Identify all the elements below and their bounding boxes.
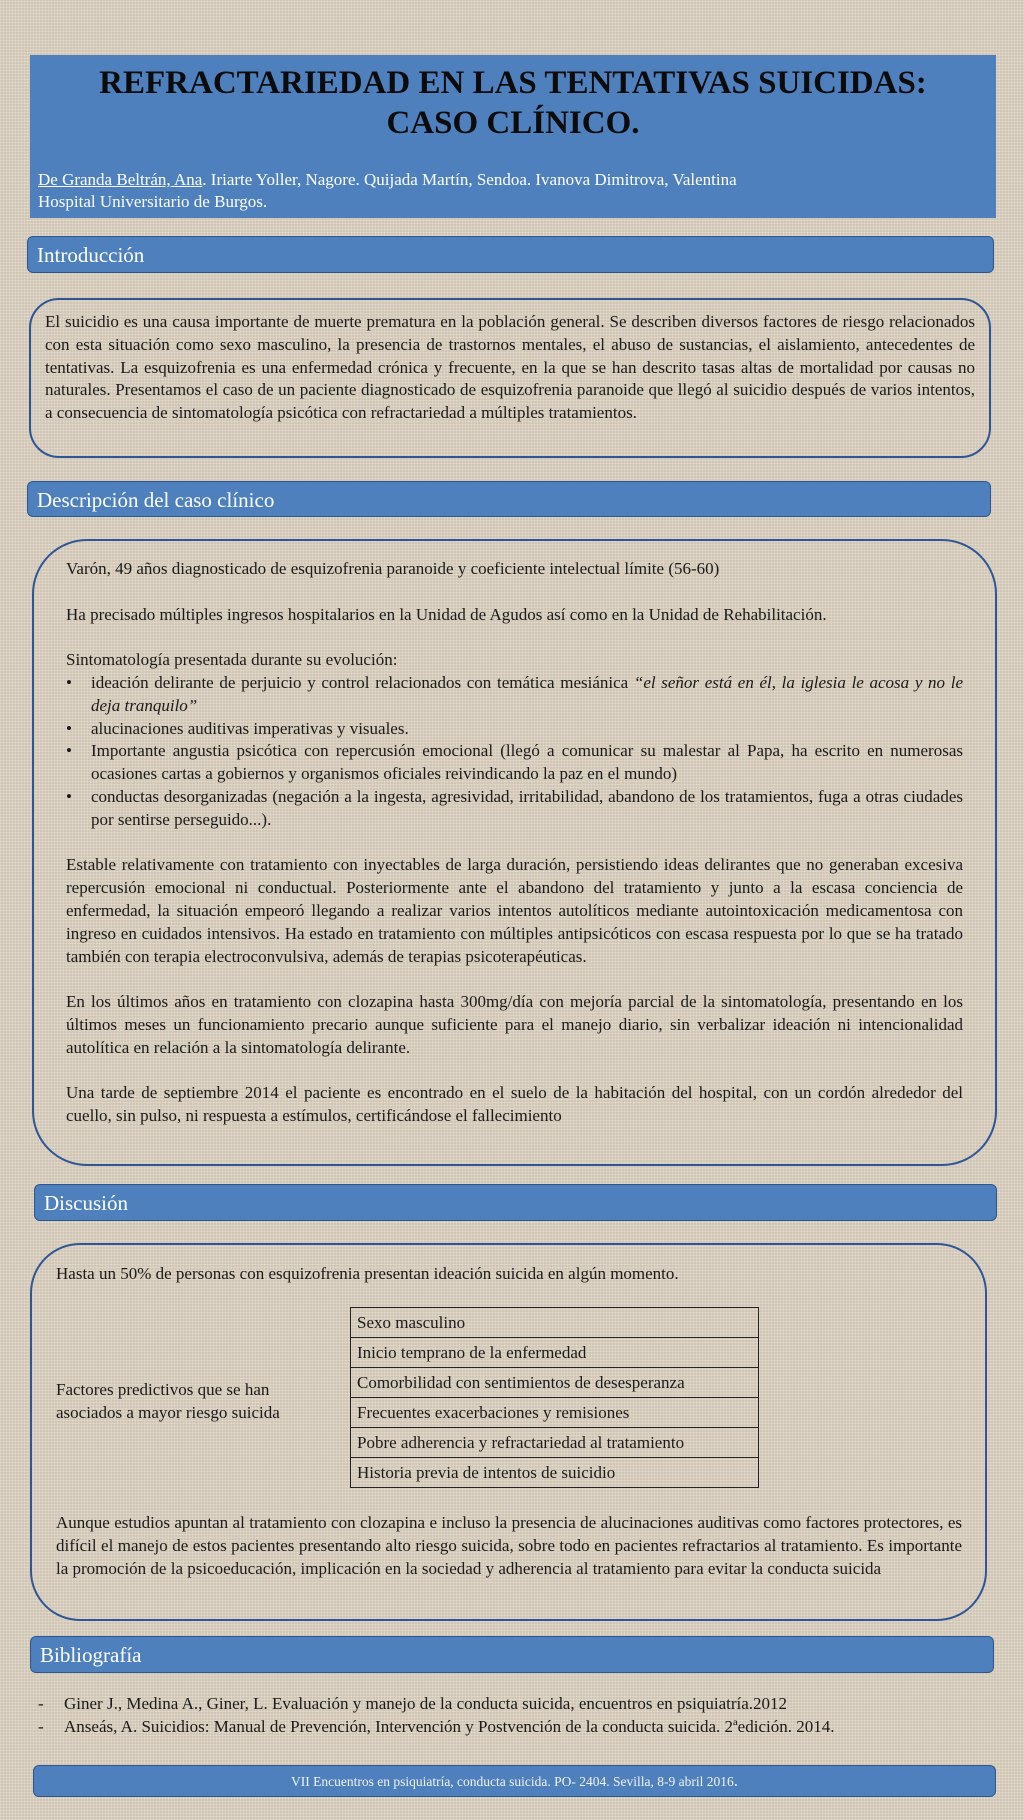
institution: Hospital Universitario de Burgos.	[38, 192, 268, 211]
discussion-box	[30, 1243, 987, 1621]
risk-factors-table	[350, 1307, 759, 1488]
footer-text: VII Encuentros en psiquiatría, conducta suicida. PO- 2404. Sevilla, 8-9 abril 2016	[290, 1774, 734, 1789]
risk-factor-cell: Frecuentes exacerbaciones y remisiones	[351, 1398, 759, 1428]
bibliography-item: - Anseás, A. Suicidios: Manual de Prevención, Intervención y Postvención de la conducta suicida. 2ªedición. 2014.	[30, 1716, 990, 1739]
symptoms-heading: Sintomatología presentada durante su evolución:	[66, 650, 398, 670]
risk-factor-cell: Comorbilidad con sentimientos de desesperanza	[351, 1368, 759, 1398]
footer-period: .	[733, 1771, 739, 1790]
symptoms-list	[66, 672, 963, 832]
first-author: De Granda Beltrán, Ana	[38, 170, 203, 189]
risk-factor-cell: Inicio temprano de la enfermedad	[351, 1338, 759, 1368]
risk-factor-row	[351, 1308, 759, 1338]
risk-factor-cell: Historia previa de intentos de suicidio	[351, 1458, 759, 1488]
risk-factor-cell: Sexo masculino	[351, 1308, 759, 1338]
case-paragraph-5: Una tarde de septiembre 2014 el paciente es encontrado en el suelo de la habitación del hospital, con un cordón alrededor del cuello, sin pulso, ni respuesta a estímulos, certificándose el fallecimiento	[66, 1083, 963, 1126]
bibliography	[30, 1693, 990, 1738]
symptom-item	[66, 672, 963, 718]
case-paragraph-3: Estable relativamente con tratamiento con inyectables de larga duración, persistiendo ideas delirantes que no generaban excesiva repercusión emocional ni conductual. Posteriormente ante el abandono del tratamiento y junto a la escasa conciencia de enfermedad, la situación empeoró llegando a realizar varios intentos autolíticos mediante autointoxicación medicamentosa con ingreso en cuidados intensivos. Ha estado en tratamiento con múltiples antipsicóticos con escasa respuesta por lo que se ha tratado también con terapia electroconvulsiva, además de terapias psicoterapéuticas.	[66, 855, 963, 966]
risk-factor-row	[351, 1368, 759, 1398]
risk-factor-row	[351, 1338, 759, 1368]
factors-label-line-1: Factores predictivos que se han	[56, 1380, 270, 1399]
title-line-2: CASO CLÍNICO.	[386, 105, 640, 141]
symptom-item: • conductas desorganizadas (negación a la ingesta, agresividad, irritabilidad, abandono de los tratamientos, fuga a otras ciudades por sentirse perseguido...).	[66, 786, 963, 832]
bibliography-list	[30, 1693, 990, 1738]
symptom-1-text: ideación delirante de perjuicio y control relacionados con temática mesiánica	[91, 672, 634, 692]
factors-label-line-2: asociados a mayor riesgo suicida	[56, 1402, 280, 1422]
risk-factor-row	[351, 1458, 759, 1488]
factors-label	[56, 1379, 316, 1425]
intro-text: El suicidio es una causa importante de muerte prematura en la población general. Se describen diversos factores de riesgo relacionados con esta situación como sexo masculino, la presencia de trastornos mentales, el abuso de sustancias, el aislamiento, antecedentes de tentativas. La esquizofrenia es una enfermedad crónica y frecuente, en la que se han descrito tasas altas de mortalidad por causas no naturales. Presentamos el caso de un paciente diagnosticado de esquizofrenia paranoide que llegó al suicidio después de varios intentos, a consecuencia de sintomatología psicótica con refractariedad a múltiples tratamientos.	[45, 312, 975, 423]
symptom-item: • alucinaciones auditivas imperativas y visuales.	[66, 718, 963, 741]
section-bar-bibliografia: Bibliografía	[30, 1636, 994, 1673]
poster-header	[30, 55, 996, 218]
authors-line	[38, 169, 737, 191]
section-bar-descripcion: Descripción del caso clínico	[27, 481, 991, 517]
other-authors: . Iriarte Yoller, Nagore. Quijada Martín, Sendoa. Ivanova Dimitrova, Valentina	[202, 170, 737, 189]
poster-title	[30, 63, 996, 143]
case-paragraph-1: Varón, 49 años diagnosticado de esquizofrenia paranoide y coeficiente intelectual límite (56-60)	[66, 559, 720, 578]
case-box	[32, 539, 997, 1166]
section-bar-discusion: Discusión	[34, 1184, 997, 1221]
symptom-item: • Importante angustia psicótica con repercusión emocional (llegó a comunicar su malestar al Papa, ha escrito en numerosas ocasiones cartas a gobiernos y organismos oficiales reivindicando la paz en el mundo)	[66, 740, 963, 786]
risk-factor-row	[351, 1428, 759, 1458]
discussion-paragraph-2: Aunque estudios apuntan al tratamiento con clozapina e incluso la presencia de alucinaciones auditivas como factores protectores, es difícil el manejo de estos pacientes presentando alto riesgo suicida, sobre todo en pacientes refractarios al tratamiento. Es importante la promoción de la psicoeducación, implicación en la sociedad y adherencia al tratamiento para evitar la conducta suicida	[56, 1513, 962, 1578]
bibliography-item: - Giner J., Medina A., Giner, L. Evaluación y manejo de la conducta suicida, encuentros en psiquiatría.2012	[30, 1693, 990, 1716]
case-paragraph-4: En los últimos años en tratamiento con clozapina hasta 300mg/día con mejoría parcial de la sintomatología, presentando en los últimos meses un funcionamiento precario aunque suficiente para el manejo diario, sin verbalizar ideación ni intencionalidad autolítica en relación a la sintomatología delirante.	[66, 992, 963, 1057]
title-line-1: REFRACTARIEDAD EN LAS TENTATIVAS SUICIDAS:	[99, 65, 927, 101]
footer	[33, 1765, 996, 1797]
discussion-paragraph-1: Hasta un 50% de personas con esquizofrenia presentan ideación suicida en algún momento.	[56, 1264, 679, 1283]
risk-factor-cell: Pobre adherencia y refractariedad al tratamiento	[351, 1428, 759, 1458]
intro-box	[29, 298, 991, 458]
risk-factor-row	[351, 1398, 759, 1428]
symptom-1-quote: “el señor está en él, la iglesia le acosa y no le deja tranquilo”	[91, 672, 963, 715]
section-bar-introduccion: Introducción	[27, 236, 994, 273]
case-paragraph-2: Ha precisado múltiples ingresos hospitalarios en la Unidad de Agudos así como en la Unidad de Rehabilitación.	[66, 604, 827, 624]
